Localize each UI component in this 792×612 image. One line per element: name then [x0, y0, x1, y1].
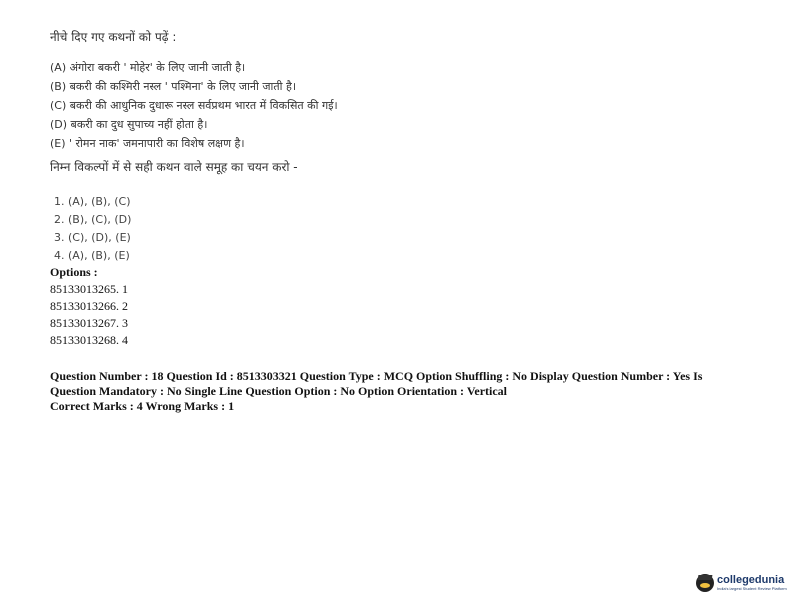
logo-tagline: India's largest Student Review Platform: [717, 586, 787, 591]
choice-2: 2. (B), (C), (D): [54, 213, 132, 226]
option-id-3: 85133013267. 3: [50, 316, 128, 330]
option-id-4: 85133013268. 4: [50, 333, 128, 347]
collegedunia-logo: [696, 574, 787, 592]
logo-name: collegedunia: [717, 574, 785, 586]
statement-c: (C) बकरी की आधुनिक दुधारू नस्ल सर्वप्रथम भारत में विकसित की गई।: [50, 99, 338, 112]
choice-3: 3. (C), (D), (E): [54, 231, 131, 244]
logo-text: [717, 574, 787, 592]
question-prompt: निम्न विकल्पों में से सही कथन वाले समूह का चयन करो -: [50, 160, 298, 174]
graduate-mascot-icon: [696, 574, 714, 592]
statement-list: [50, 58, 338, 153]
option-id-1: 85133013265. 1: [50, 282, 128, 296]
statement-a: (A) अंगोरा बकरी ' मोहेर' के लिए जानी जाती है।: [50, 61, 246, 74]
choice-4: 4. (A), (B), (E): [54, 249, 130, 262]
choice-1: 1. (A), (B), (C): [54, 195, 131, 208]
choice-list: [54, 193, 131, 265]
option-id-2: 85133013266. 2: [50, 299, 128, 313]
statement-e: (E) ' रोमन नाक' जमनापारी का विशेष लक्षण है।: [50, 137, 245, 150]
statement-b: (B) बकरी की कश्मिरी नस्ल ' पश्मिना' के लिए जानी जाती है।: [50, 80, 296, 93]
question-intro: नीचे दिए गए कथनों को पढ़ें :: [50, 30, 177, 44]
question-metadata: [50, 369, 750, 414]
marks-line: Correct Marks : 4 Wrong Marks : 1: [50, 399, 235, 413]
option-id-list: [50, 281, 128, 349]
metadata-line: Question Number : 18 Question Id : 8513303321 Question Type : MCQ Option Shuffling : No Display Question Number : Yes Is Question Mandatory : No Single Line Question Option : No Option Orientation : Vertical: [50, 369, 703, 398]
statement-d: (D) बकरी का दुध सुपाच्य नहीं होता है।: [50, 118, 208, 131]
options-heading: Options :: [50, 265, 98, 279]
